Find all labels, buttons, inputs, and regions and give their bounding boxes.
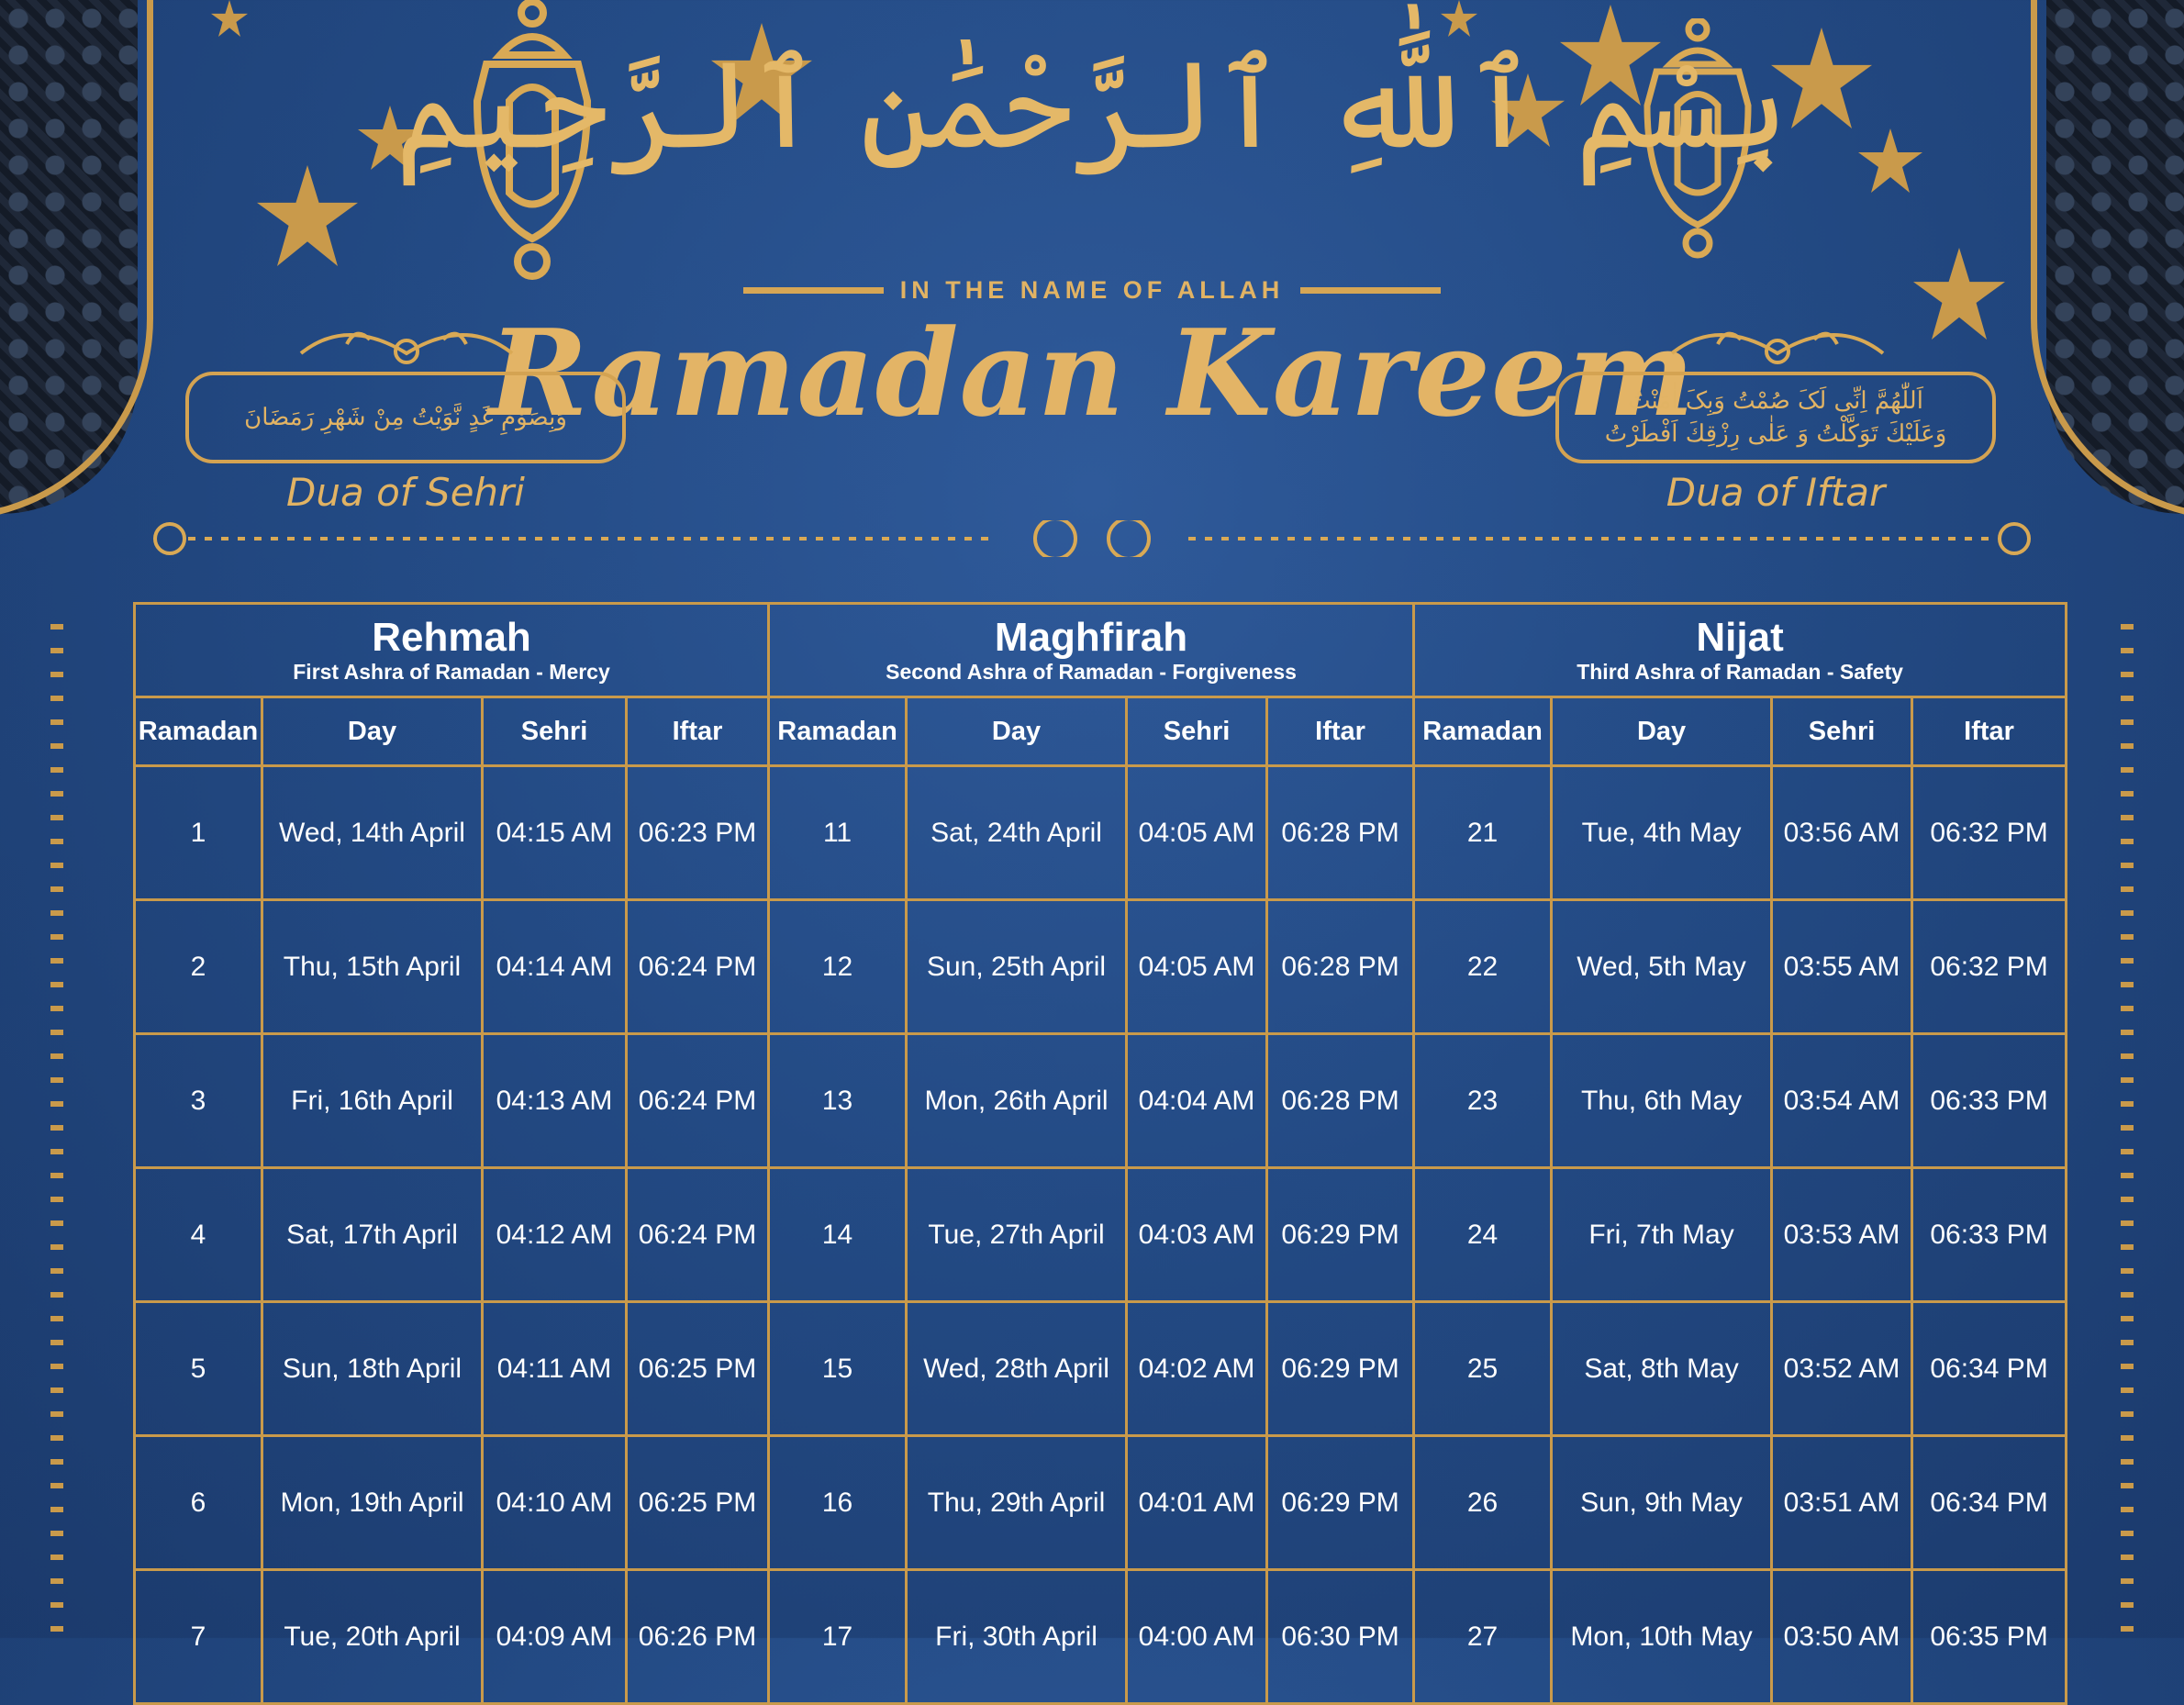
weekday-date: Mon, 19th April [262, 1436, 483, 1570]
weekday-date: Wed, 5th May [1552, 900, 1772, 1034]
iftar-time: 06:24 PM [627, 1034, 769, 1168]
weekday-date: Sat, 24th April [907, 766, 1127, 900]
weekday-date: Thu, 6th May [1552, 1034, 1772, 1168]
weekday-date: Wed, 14th April [262, 766, 483, 900]
table-row [135, 1168, 2067, 1302]
ramadan-day-number: 1 [135, 766, 262, 900]
sehri-time: 04:03 AM [1127, 1168, 1267, 1302]
floral-ornament-icon [292, 317, 521, 372]
col-ramadan: Ramadan [1414, 697, 1552, 766]
ramadan-day-number: 15 [769, 1302, 907, 1436]
col-ramadan: Ramadan [135, 697, 262, 766]
weekday-date: Sat, 8th May [1552, 1302, 1772, 1436]
iftar-time: 06:24 PM [627, 1168, 769, 1302]
col-sehri: Sehri [1772, 697, 1912, 766]
ramadan-day-number: 7 [135, 1570, 262, 1704]
ornamental-divider [151, 520, 2033, 557]
iftar-time: 06:24 PM [627, 900, 769, 1034]
ramadan-day-number: 25 [1414, 1302, 1552, 1436]
iftar-time: 06:32 PM [1912, 766, 2067, 900]
main-title: Ramadan Kareem [488, 303, 1696, 443]
iftar-dua-box [1555, 372, 1996, 463]
weekday-date: Tue, 27th April [907, 1168, 1127, 1302]
ramadan-day-number: 4 [135, 1168, 262, 1302]
weekday-date: Fri, 16th April [262, 1034, 483, 1168]
ramadan-day-number: 2 [135, 900, 262, 1034]
ashra-name: Rehmah [372, 614, 531, 660]
weekday-date: Sun, 18th April [262, 1302, 483, 1436]
sehri-dua-text: وَبِصَوْمِ غَدٍ نَّوَيْتُ مِنْ شَهْرِ رَمَضَانَ [244, 404, 567, 431]
ramadan-day-number: 3 [135, 1034, 262, 1168]
sehri-time: 04:13 AM [483, 1034, 627, 1168]
ramadan-day-number: 5 [135, 1302, 262, 1436]
iftar-time: 06:25 PM [627, 1302, 769, 1436]
col-sehri: Sehri [483, 697, 627, 766]
sehri-time: 04:05 AM [1127, 766, 1267, 900]
iftar-time: 06:34 PM [1912, 1302, 2067, 1436]
sehri-dua-label: Dua of Sehri [286, 470, 525, 515]
ashra-subtitle: Third Ashra of Ramadan - Safety [1577, 659, 1903, 684]
ashra-header-nijat [1414, 604, 2067, 697]
ramadan-day-number: 6 [135, 1436, 262, 1570]
table-row [135, 1302, 2067, 1436]
ashra-name: Nijat [1696, 614, 1784, 660]
sehri-time: 03:52 AM [1772, 1302, 1912, 1436]
col-iftar: Iftar [1912, 697, 2067, 766]
ashra-name: Maghfirah [994, 614, 1188, 660]
iftar-time: 06:30 PM [1267, 1570, 1414, 1704]
iftar-time: 06:33 PM [1912, 1168, 2067, 1302]
table-row [135, 1436, 2067, 1570]
right-dotted-border [2121, 624, 2134, 1643]
col-iftar: Iftar [1267, 697, 1414, 766]
iftar-time: 06:32 PM [1912, 900, 2067, 1034]
iftar-dua-line-2: وَعَلَيْكَ تَوَكَّلْتُ وَ عَلٰى رِزْقِكَ اَفْطَرْتُ [1604, 420, 1947, 448]
ramadan-day-number: 27 [1414, 1570, 1552, 1704]
weekday-date: Wed, 28th April [907, 1302, 1127, 1436]
weekday-date: Thu, 15th April [262, 900, 483, 1034]
iftar-time: 06:28 PM [1267, 900, 1414, 1034]
ramadan-day-number: 16 [769, 1436, 907, 1570]
ramadan-day-number: 13 [769, 1034, 907, 1168]
iftar-time: 06:28 PM [1267, 1034, 1414, 1168]
column-header-row [135, 697, 2067, 766]
col-ramadan: Ramadan [769, 697, 907, 766]
sehri-time: 04:04 AM [1127, 1034, 1267, 1168]
weekday-date: Mon, 10th May [1552, 1570, 1772, 1704]
ramadan-day-number: 26 [1414, 1436, 1552, 1570]
sehri-time: 04:09 AM [483, 1570, 627, 1704]
sehri-time: 03:55 AM [1772, 900, 1912, 1034]
ashra-header-row [135, 604, 2067, 697]
sehri-time: 03:54 AM [1772, 1034, 1912, 1168]
sehri-time: 04:11 AM [483, 1302, 627, 1436]
ramadan-day-number: 21 [1414, 766, 1552, 900]
weekday-date: Fri, 7th May [1552, 1168, 1772, 1302]
table-row [135, 900, 2067, 1034]
weekday-date: Thu, 29th April [907, 1436, 1127, 1570]
col-day: Day [1552, 697, 1772, 766]
col-sehri: Sehri [1127, 697, 1267, 766]
weekday-date: Fri, 30th April [907, 1570, 1127, 1704]
sehri-time: 03:50 AM [1772, 1570, 1912, 1704]
ramadan-timetable [133, 602, 2067, 1705]
weekday-date: Tue, 4th May [1552, 766, 1772, 900]
weekday-date: Sun, 9th May [1552, 1436, 1772, 1570]
iftar-time: 06:23 PM [627, 766, 769, 900]
iftar-time: 06:29 PM [1267, 1302, 1414, 1436]
sehri-time: 04:00 AM [1127, 1570, 1267, 1704]
sehri-time: 04:01 AM [1127, 1436, 1267, 1570]
iftar-time: 06:34 PM [1912, 1436, 2067, 1570]
iftar-time: 06:29 PM [1267, 1168, 1414, 1302]
sehri-time: 04:10 AM [483, 1436, 627, 1570]
sehri-time: 04:14 AM [483, 900, 627, 1034]
weekday-date: Sun, 25th April [907, 900, 1127, 1034]
ramadan-day-number: 14 [769, 1168, 907, 1302]
ashra-subtitle: First Ashra of Ramadan - Mercy [293, 659, 610, 684]
iftar-dua-label: Dua of Iftar [1666, 470, 1886, 515]
col-day: Day [262, 697, 483, 766]
subtitle: IN THE NAME OF ALLAH [899, 275, 1285, 304]
ramadan-day-number: 12 [769, 900, 907, 1034]
ramadan-day-number: 22 [1414, 900, 1552, 1034]
ashra-header-maghfirah [769, 604, 1414, 697]
col-iftar: Iftar [627, 697, 769, 766]
bismillah-calligraphy: بِسْمِ ٱللَّٰهِ ٱلرَّحْمَٰنِ ٱلرَّحِيمِ [395, 35, 1789, 176]
subtitle-bar-left [743, 287, 884, 294]
iftar-time: 06:26 PM [627, 1570, 769, 1704]
ashra-header-rehmah [135, 604, 769, 697]
ramadan-day-number: 17 [769, 1570, 907, 1704]
sehri-time: 04:05 AM [1127, 900, 1267, 1034]
ramadan-day-number: 24 [1414, 1168, 1552, 1302]
weekday-date: Mon, 26th April [907, 1034, 1127, 1168]
subtitle-bar-right [1300, 287, 1441, 294]
sehri-time: 03:56 AM [1772, 766, 1912, 900]
table-row [135, 1034, 2067, 1168]
iftar-time: 06:35 PM [1912, 1570, 2067, 1704]
sehri-time: 03:51 AM [1772, 1436, 1912, 1570]
sehri-time: 04:02 AM [1127, 1302, 1267, 1436]
table-row [135, 766, 2067, 900]
ramadan-day-number: 23 [1414, 1034, 1552, 1168]
weekday-date: Tue, 20th April [262, 1570, 483, 1704]
weekday-date: Sat, 17th April [262, 1168, 483, 1302]
iftar-time: 06:29 PM [1267, 1436, 1414, 1570]
iftar-time: 06:28 PM [1267, 766, 1414, 900]
col-day: Day [907, 697, 1127, 766]
floral-ornament-icon [1663, 317, 1892, 372]
timetable-body [135, 766, 2067, 1704]
left-dotted-border [50, 624, 63, 1643]
iftar-time: 06:33 PM [1912, 1034, 2067, 1168]
sehri-time: 04:12 AM [483, 1168, 627, 1302]
sehri-time: 03:53 AM [1772, 1168, 1912, 1302]
ramadan-day-number: 11 [769, 766, 907, 900]
sehri-dua-box [185, 372, 626, 463]
sehri-time: 04:15 AM [483, 766, 627, 900]
table-row [135, 1570, 2067, 1704]
iftar-time: 06:25 PM [627, 1436, 769, 1570]
ashra-subtitle: Second Ashra of Ramadan - Forgiveness [886, 659, 1297, 684]
iftar-dua-line-1: اَللّٰهُمَّ اِنِّی لَکَ صُمْتُ وَبِکَ اٰمَنْتُ [1628, 387, 1923, 415]
